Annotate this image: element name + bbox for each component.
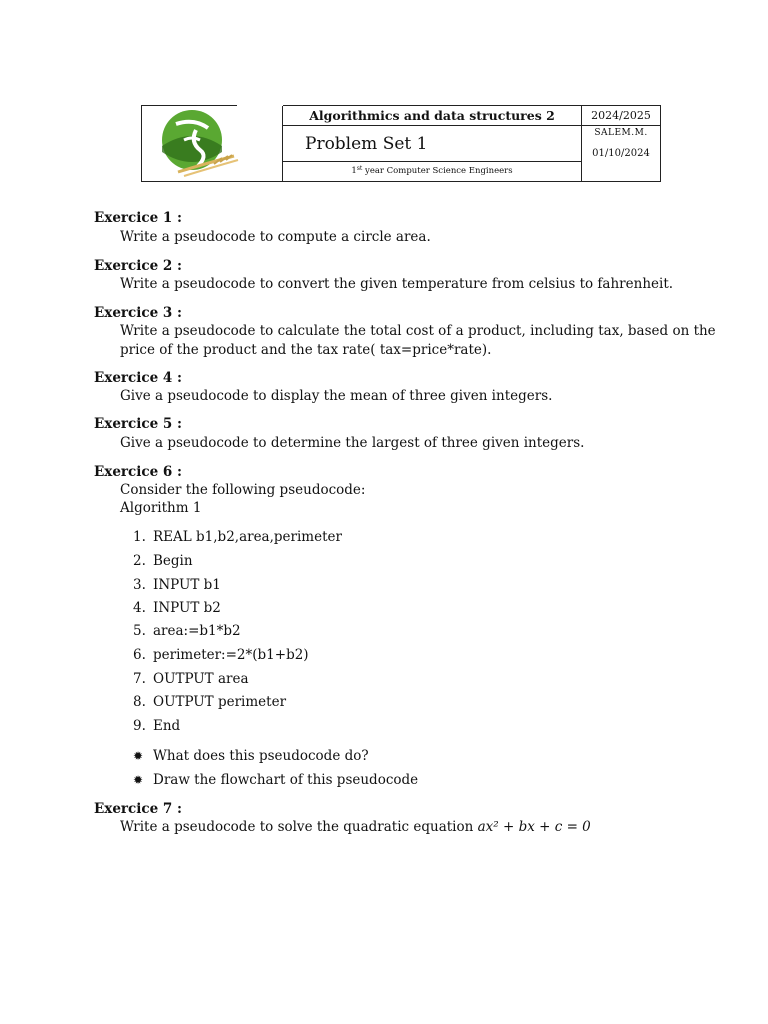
exercise-6-text: Consider the following pseudocode: (120, 482, 366, 498)
header-table (141, 105, 661, 182)
document-title: Problem Set 1 (283, 126, 581, 162)
exercise-6-title: Exercice 6 : (94, 464, 182, 480)
exercise-5-text: Give a pseudocode to determine the largest of three given integers. (120, 435, 585, 451)
question-item: ✹ What does this pseudocode do? (133, 748, 369, 764)
algorithm-line: 4. INPUT b2 (133, 600, 221, 616)
exercise-3-title: Exercice 3 : (94, 305, 182, 321)
exercise-1-text: Write a pseudocode to compute a circle area. (120, 229, 431, 245)
audience-line: 1st year Computer Science Engineers (351, 165, 513, 176)
algorithm-line: 7. OUTPUT area (133, 671, 249, 687)
exercise-7-text: Write a pseudocode to solve the quadratic equation ax² + bx + c = 0 (120, 819, 591, 835)
quadratic-equation: ax² + bx + c = 0 (477, 819, 591, 835)
algorithm-caption: Algorithm 1 (120, 500, 202, 516)
date: 01/10/2024 (592, 148, 650, 159)
logo-cell (142, 106, 283, 181)
info-cell (582, 106, 660, 181)
bullet-icon: ✹ (133, 749, 144, 763)
algorithm-line: 5. area:=b1*b2 (133, 623, 241, 639)
exercise-1-title: Exercice 1 : (94, 210, 182, 226)
algorithm-line: 9. End (133, 718, 181, 734)
exercise-2-text: Write a pseudocode to convert the given temperature from celsius to fahrenheit. (120, 276, 674, 292)
exercise-4-title: Exercice 4 : (94, 370, 182, 386)
bullet-icon: ✹ (133, 773, 144, 787)
university-logo-icon (154, 106, 244, 180)
exercise-3-text: Write a pseudocode to calculate the total cost of a product, including tax, based on the price of the product and the tax rate( tax=price*rate). (120, 323, 716, 358)
course-name: Algorithmics and data structures 2 (283, 106, 581, 126)
algorithm-line: 8. OUTPUT perimeter (133, 694, 287, 710)
academic-year: 2024/2025 (582, 106, 660, 126)
author-name: SALEM.M. (594, 128, 648, 138)
algorithm-line: 1. REAL b1,b2,area,perimeter (133, 529, 342, 545)
algorithm-line: 6. perimeter:=2*(b1+b2) (133, 647, 309, 663)
question-item: ✹ Draw the flowchart of this pseudocode (133, 772, 419, 788)
title-cell (283, 106, 582, 181)
exercise-5-title: Exercice 5 : (94, 416, 182, 432)
exercise-4-text: Give a pseudocode to display the mean of three given integers. (120, 388, 553, 404)
exercise-2-title: Exercice 2 : (94, 258, 182, 274)
exercise-7-title: Exercice 7 : (94, 801, 182, 817)
algorithm-line: 3. INPUT b1 (133, 577, 221, 593)
algorithm-line: 2. Begin (133, 553, 193, 569)
